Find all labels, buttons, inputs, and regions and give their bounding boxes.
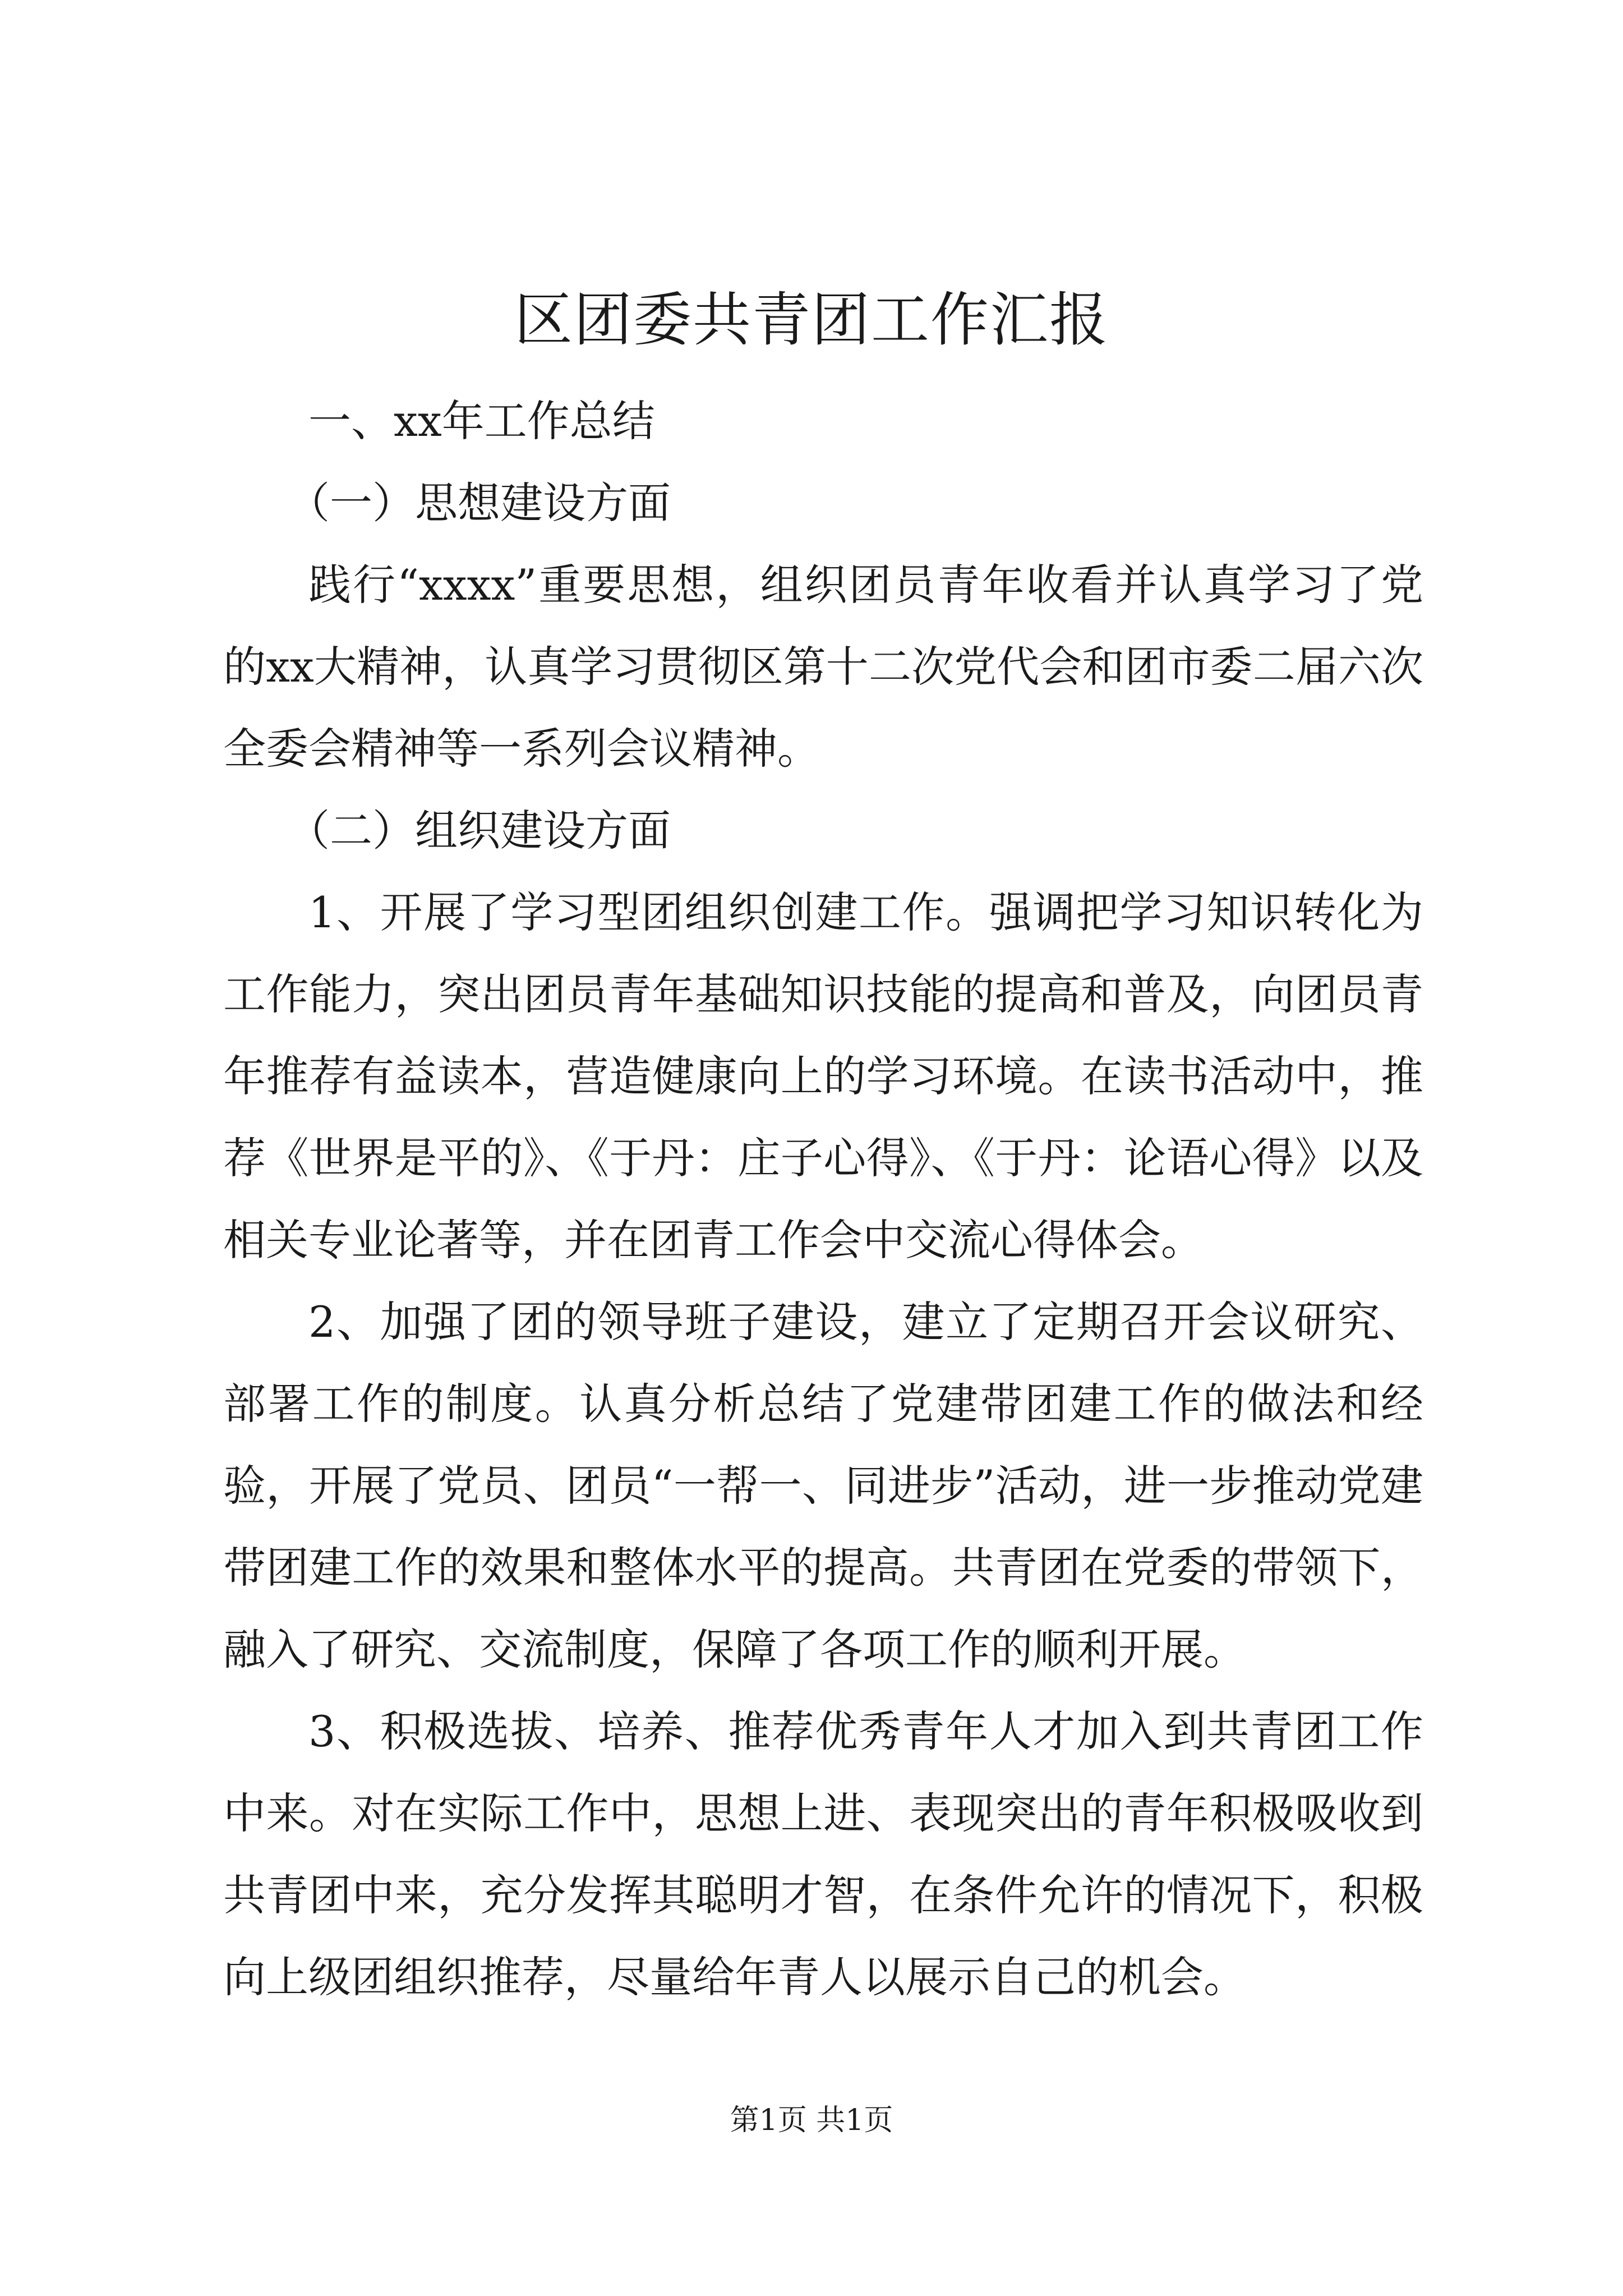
page-footer: 第1页 共1页 — [730, 2104, 893, 2137]
paragraph: 3、积极选拔、培养、推荐优秀青年人才加入到共青团工作中来。对在实际工作中，思想上进、表现突出的青年积极吸收到共青团中来，充分发挥其聪明才智，在条件允许的情况下，积极向上级团组织推荐，尽量给年青人以展示自己的机会。 — [223, 1706, 1423, 2002]
paragraph: 2、加强了团的领导班子建设，建立了定期召开会议研究、部署工作的制度。认真分析总结了党建带团建工作的做法和经验，开展了党员、团员“一帮一、同进步”活动，进一步推动党建带团建工作的效果和整体水平的提高。共青团在党委的带领下，融入了研究、交流制度，保障了各项工作的顺利开展。 — [223, 1297, 1423, 1674]
paragraph: 践行“xxxx”重要思想，组织团员青年收看并认真学习了党的xx大精神，认真学习贯彻区第十二次党代会和团市委二届六次全委会精神等一系列会议精神。 — [223, 560, 1423, 774]
document-body — [223, 380, 1423, 2018]
document-title: 区团委共青团工作汇报 — [514, 286, 1109, 354]
paragraph: 1、开展了学习型团组织创建工作。强调把学习知识转化为工作能力，突出团员青年基础知识技能的提高和普及，向团员青年推荐有益读本，营造健康向上的学习环境。在读书活动中，推荐《世界是平的》、《于丹：庄子心得》、《于丹：论语心得》以及相关专业论著等，并在团青工作会中交流心得体会。 — [223, 887, 1423, 1265]
subsection-heading: （二）组织建设方面 — [287, 806, 671, 855]
section-heading: 一、xx年工作总结 — [308, 396, 655, 446]
subsection-heading: （一）思想建设方面 — [287, 478, 671, 528]
